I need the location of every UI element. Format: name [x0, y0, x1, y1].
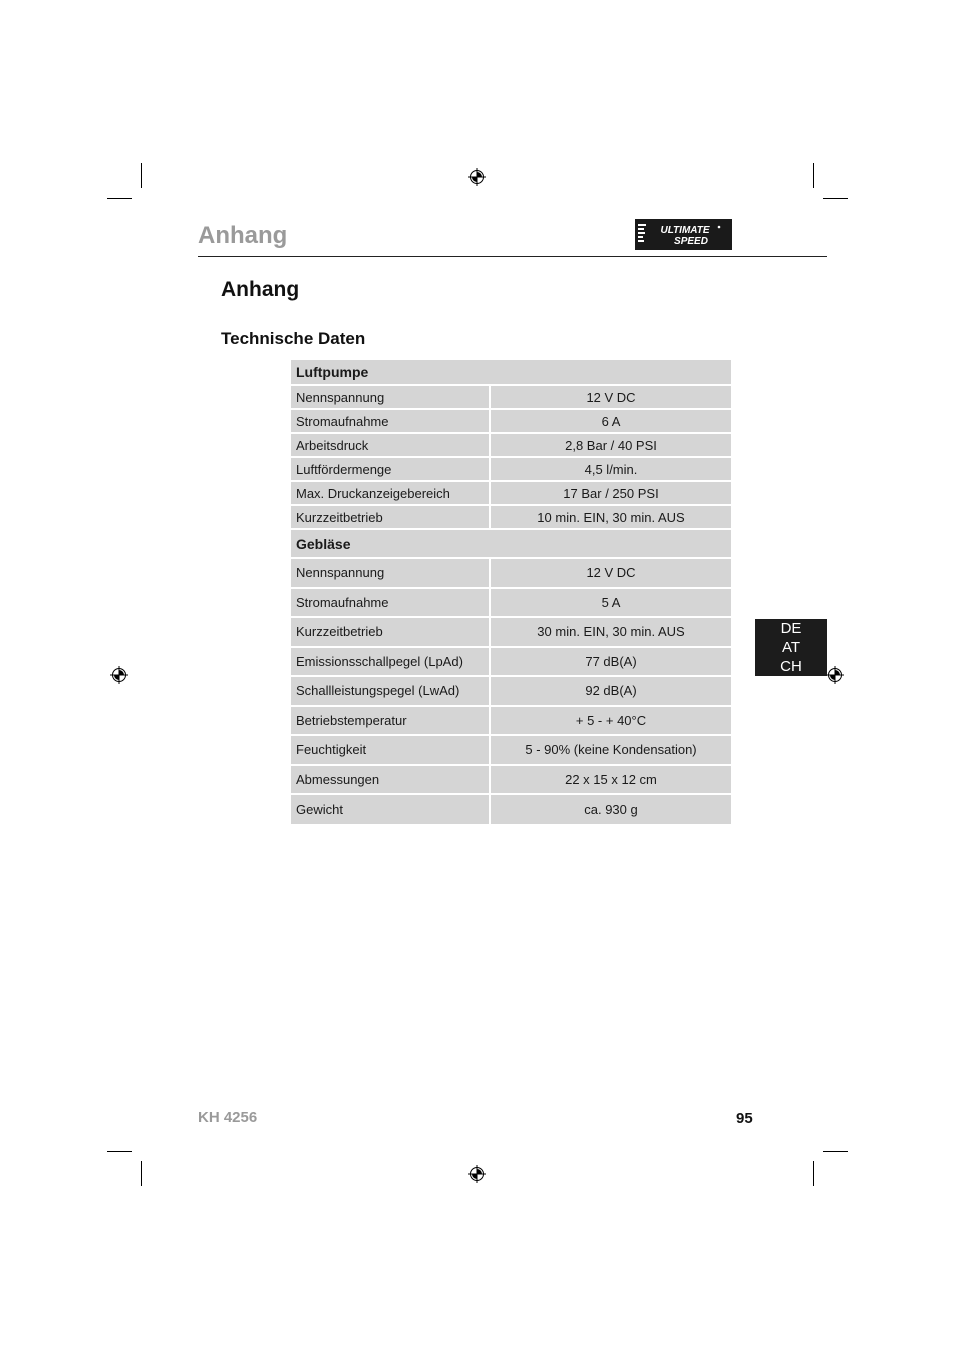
spec-label: Betriebstemperatur: [291, 706, 490, 736]
table-row: [291, 385, 731, 409]
language-tab: [755, 619, 827, 676]
spec-label: Feuchtigkeit: [291, 735, 490, 765]
table-row: [291, 706, 731, 736]
spec-label: Arbeitsdruck: [291, 433, 490, 457]
spec-value: 22 x 15 x 12 cm: [490, 765, 731, 795]
table-row: [291, 433, 731, 457]
table-row: [291, 617, 731, 647]
technical-data-table: [291, 360, 731, 824]
table-row: [291, 676, 731, 706]
crop-mark: [107, 198, 132, 199]
svg-text:SPEED: SPEED: [674, 236, 708, 247]
table-row: [291, 765, 731, 795]
spec-value: 6 A: [490, 409, 731, 433]
section-heading: Technische Daten: [221, 329, 366, 348]
spec-label: Nennspannung: [291, 558, 490, 588]
table-section-row: [291, 529, 731, 558]
spec-label: Nennspannung: [291, 385, 490, 409]
header-divider: [198, 256, 827, 257]
spec-value: 92 dB(A): [490, 676, 731, 706]
crop-mark: [823, 198, 848, 199]
spec-value: 5 A: [490, 588, 731, 618]
spec-value: 5 - 90% (keine Kondensation): [490, 735, 731, 765]
spec-label: Gewicht: [291, 794, 490, 824]
spec-label: Kurzzeitbetrieb: [291, 505, 490, 529]
header-title: Anhang: [198, 222, 288, 249]
model-number: KH 4256: [198, 1109, 258, 1126]
spec-value: + 5 - + 40°C: [490, 706, 731, 736]
spec-label: Stromaufnahme: [291, 409, 490, 433]
crop-mark: [823, 1151, 848, 1152]
table-row: [291, 409, 731, 433]
registration-mark-icon: [826, 666, 844, 684]
table-row: [291, 505, 731, 529]
spec-value: 4,5 l/min.: [490, 457, 731, 481]
table-row: [291, 481, 731, 505]
page-number: 95: [736, 1110, 753, 1127]
section-title: Luftpumpe: [291, 360, 731, 385]
crop-mark: [813, 163, 814, 188]
table-row: [291, 588, 731, 618]
spec-value: 12 V DC: [490, 558, 731, 588]
spec-label: Luftfördermenge: [291, 457, 490, 481]
spec-label: Stromaufnahme: [291, 588, 490, 618]
spec-label: Schallleistungspegel (LwAd): [291, 676, 490, 706]
ultimate-speed-logo: [635, 219, 732, 250]
crop-mark: [107, 1151, 132, 1152]
spec-value: 10 min. EIN, 30 min. AUS: [490, 505, 731, 529]
spec-value: ca. 930 g: [490, 794, 731, 824]
spec-label: Abmessungen: [291, 765, 490, 795]
registration-mark-icon: [468, 168, 486, 186]
table-row: [291, 647, 731, 677]
spec-value: 17 Bar / 250 PSI: [490, 481, 731, 505]
table-section-row: [291, 360, 731, 385]
registration-mark-icon: [468, 1165, 486, 1183]
spec-label: Emissionsschallpegel (LpAd): [291, 647, 490, 677]
crop-mark: [141, 1161, 142, 1186]
spec-value: 30 min. EIN, 30 min. AUS: [490, 617, 731, 647]
table-row: [291, 735, 731, 765]
crop-mark: [813, 1161, 814, 1186]
language-code: AT: [781, 639, 801, 656]
table-row: [291, 457, 731, 481]
language-code: CH: [780, 658, 802, 675]
registration-mark-icon: [110, 666, 128, 684]
table-row: [291, 558, 731, 588]
crop-mark: [141, 163, 142, 188]
table-row: [291, 794, 731, 824]
spec-label: Max. Druckanzeigebereich: [291, 481, 490, 505]
spec-value: 12 V DC: [490, 385, 731, 409]
spec-value: 77 dB(A): [490, 647, 731, 677]
language-code: DE: [780, 620, 802, 637]
svg-text:ULTIMATE: ULTIMATE: [660, 225, 710, 236]
page-heading: Anhang: [221, 278, 300, 301]
spec-value: 2,8 Bar / 40 PSI: [490, 433, 731, 457]
spec-label: Kurzzeitbetrieb: [291, 617, 490, 647]
section-title: Gebläse: [291, 529, 731, 558]
